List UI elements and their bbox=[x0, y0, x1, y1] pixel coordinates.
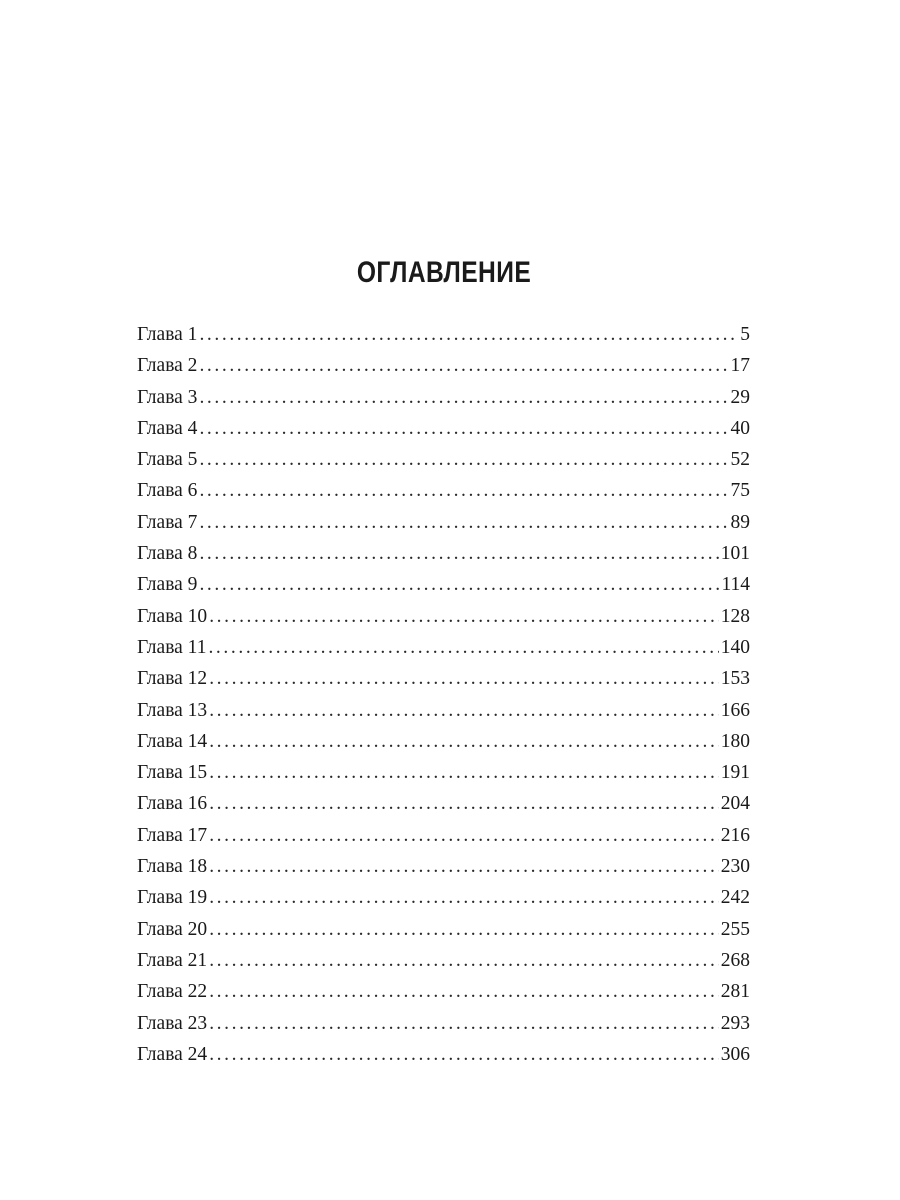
toc-entry[interactable] bbox=[137, 945, 750, 976]
toc-entry[interactable] bbox=[137, 757, 750, 788]
toc-entry-page-number: 5 bbox=[740, 324, 750, 345]
dot-leader bbox=[199, 569, 719, 600]
dot-leader bbox=[209, 695, 719, 726]
toc-entry-label: Глава 6 bbox=[137, 480, 198, 502]
toc-entry-page-number: 128 bbox=[720, 605, 750, 627]
toc-entry-page-number: 140 bbox=[720, 636, 750, 658]
toc-entry[interactable] bbox=[137, 601, 750, 632]
toc-entry[interactable] bbox=[137, 569, 750, 600]
dot-leader bbox=[209, 788, 719, 819]
toc-entry-page-number: 153 bbox=[720, 668, 750, 690]
toc-entry-label: Глава 4 bbox=[137, 417, 198, 439]
toc-entry[interactable] bbox=[137, 632, 750, 663]
toc-entry-label: Глава 12 bbox=[137, 668, 208, 690]
toc-entry-page-number: 216 bbox=[720, 824, 750, 846]
dot-leader bbox=[199, 382, 728, 413]
toc-entry[interactable] bbox=[137, 820, 750, 851]
toc-entry-page-number: 204 bbox=[720, 793, 750, 815]
toc-entry[interactable] bbox=[137, 976, 750, 1007]
toc-entry-label: Глава 9 bbox=[137, 574, 198, 596]
toc-entry[interactable] bbox=[137, 475, 750, 506]
toc-entry-label: Глава 3 bbox=[137, 386, 198, 408]
toc-entry-label: Глава 22 bbox=[137, 981, 208, 1003]
toc-entry-page-number: 114 bbox=[721, 574, 750, 596]
toc-entry[interactable] bbox=[137, 319, 750, 350]
toc-entry[interactable] bbox=[137, 851, 750, 882]
toc-entry-label: Глава 1 bbox=[137, 324, 198, 345]
toc-entry-label: Глава 11 bbox=[137, 636, 207, 658]
toc-entry-label: Глава 7 bbox=[137, 511, 198, 533]
toc-entry-page-number: 17 bbox=[730, 355, 750, 377]
toc-entry-label: Глава 5 bbox=[137, 449, 198, 471]
toc-entry-label: Глава 18 bbox=[137, 856, 208, 878]
toc-entry[interactable] bbox=[137, 1039, 750, 1070]
toc-entry-page-number: 293 bbox=[720, 1012, 750, 1034]
toc-entry-label: Глава 23 bbox=[137, 1012, 208, 1034]
dot-leader bbox=[209, 882, 719, 913]
toc-entry-label: Глава 8 bbox=[137, 543, 198, 565]
table-of-contents bbox=[137, 319, 750, 1070]
toc-entry-page-number: 166 bbox=[720, 699, 750, 721]
toc-entry-label: Глава 13 bbox=[137, 699, 208, 721]
toc-entry-page-number: 52 bbox=[730, 449, 750, 471]
toc-entry[interactable] bbox=[137, 350, 750, 381]
toc-entry-page-number: 40 bbox=[730, 417, 750, 439]
dot-leader bbox=[209, 757, 719, 788]
toc-entry-page-number: 75 bbox=[730, 480, 750, 502]
dot-leader bbox=[208, 632, 718, 663]
dot-leader bbox=[209, 663, 719, 694]
dot-leader bbox=[209, 726, 719, 757]
dot-leader bbox=[199, 413, 728, 444]
toc-entry[interactable] bbox=[137, 882, 750, 913]
toc-entry-page-number: 101 bbox=[720, 543, 750, 565]
toc-entry-page-number: 281 bbox=[720, 981, 750, 1003]
dot-leader bbox=[199, 319, 738, 350]
toc-entry-label: Глава 20 bbox=[137, 918, 208, 940]
toc-entry-label: Глава 14 bbox=[137, 730, 208, 752]
dot-leader bbox=[209, 976, 719, 1007]
dot-leader bbox=[209, 1039, 719, 1070]
toc-entry[interactable] bbox=[137, 914, 750, 945]
toc-entry-page-number: 230 bbox=[720, 856, 750, 878]
dot-leader bbox=[209, 851, 719, 882]
page-title: ОГЛАВЛЕНИЕ bbox=[356, 256, 532, 289]
toc-entry-label: Глава 21 bbox=[137, 949, 208, 971]
toc-entry-label: Глава 24 bbox=[137, 1043, 208, 1065]
toc-entry-page-number: 268 bbox=[720, 949, 750, 971]
dot-leader bbox=[199, 350, 728, 381]
dot-leader bbox=[199, 507, 728, 538]
toc-entry[interactable] bbox=[137, 726, 750, 757]
toc-entry-page-number: 242 bbox=[720, 887, 750, 909]
toc-entry[interactable] bbox=[137, 695, 750, 726]
toc-entry-label: Глава 2 bbox=[137, 355, 198, 377]
toc-entry-label: Глава 19 bbox=[137, 887, 208, 909]
toc-entry[interactable] bbox=[137, 382, 750, 413]
dot-leader bbox=[199, 538, 718, 569]
dot-leader bbox=[209, 914, 719, 945]
toc-entry-page-number: 180 bbox=[720, 730, 750, 752]
toc-entry[interactable] bbox=[137, 538, 750, 569]
toc-entry-label: Глава 10 bbox=[137, 605, 208, 627]
dot-leader bbox=[209, 820, 719, 851]
dot-leader bbox=[209, 1008, 719, 1039]
toc-entry-label: Глава 17 bbox=[137, 824, 208, 846]
toc-entry[interactable] bbox=[137, 1008, 750, 1039]
toc-entry-page-number: 29 bbox=[730, 386, 750, 408]
toc-entry[interactable] bbox=[137, 788, 750, 819]
dot-leader bbox=[199, 444, 728, 475]
dot-leader bbox=[199, 475, 728, 506]
toc-entry[interactable] bbox=[137, 413, 750, 444]
toc-entry[interactable] bbox=[137, 507, 750, 538]
toc-entry-page-number: 89 bbox=[730, 511, 750, 533]
dot-leader bbox=[209, 945, 719, 976]
toc-entry[interactable] bbox=[137, 663, 750, 694]
toc-entry-page-number: 306 bbox=[720, 1043, 750, 1065]
toc-entry-label: Глава 15 bbox=[137, 762, 208, 784]
toc-entry-page-number: 191 bbox=[720, 762, 750, 784]
toc-entry-page-number: 255 bbox=[720, 918, 750, 940]
dot-leader bbox=[209, 601, 719, 632]
toc-entry[interactable] bbox=[137, 444, 750, 475]
toc-entry-label: Глава 16 bbox=[137, 793, 208, 815]
